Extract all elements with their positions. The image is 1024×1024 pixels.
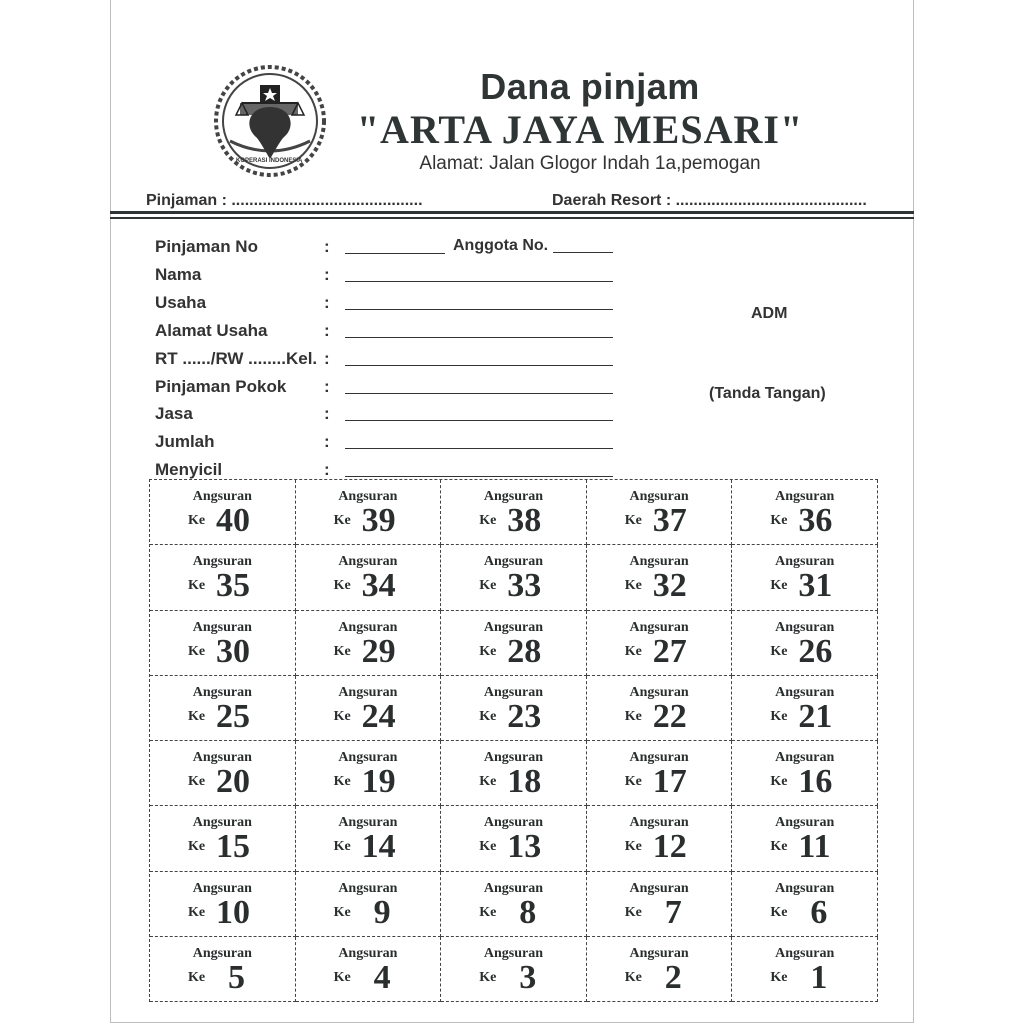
pinjaman-header-field[interactable]: [146, 192, 423, 210]
coupon-angsuran-label: Angsuran: [338, 946, 398, 962]
installment-coupon: [296, 872, 442, 937]
installment-coupon: [441, 676, 587, 741]
installment-coupon: [150, 545, 296, 610]
coupon-ke-label: Ke: [770, 513, 788, 528]
coupon-angsuran-label: Angsuran: [338, 684, 398, 700]
field-input-line[interactable]: [345, 420, 613, 421]
coupon-angsuran-label: Angsuran: [338, 815, 398, 831]
coupon-number: 40: [216, 502, 250, 539]
coupon-ke-label: Ke: [479, 643, 497, 659]
coupon-ke-label: Ke: [624, 839, 642, 855]
coupon-ke-label: Ke: [624, 970, 642, 986]
coupon-number: 19: [361, 763, 396, 801]
coupon-angsuran-label: Angsuran: [192, 880, 252, 896]
field-input-line[interactable]: [345, 393, 613, 394]
field-label: Usaha: [155, 293, 207, 312]
coupon-angsuran-label: Angsuran: [192, 815, 252, 831]
field-colon: :: [324, 293, 330, 312]
coupon-number: 23: [507, 697, 542, 735]
coupon-ke-label: Ke: [624, 774, 642, 790]
installment-coupon: [732, 480, 878, 545]
installment-coupon: [441, 937, 587, 1002]
coupon-number: 35: [216, 567, 250, 605]
field-label: Nama: [155, 265, 202, 284]
installment-coupon: [296, 611, 442, 676]
installment-coupon: [150, 872, 296, 937]
coupon-number: 1: [810, 959, 828, 997]
installment-coupon: [732, 872, 878, 937]
coupon-angsuran-label: Angsuran: [483, 750, 544, 766]
coupon-angsuran-label: Angsuran: [338, 554, 398, 570]
coupon-angsuran-label: Angsuran: [338, 619, 398, 635]
coupon-angsuran-label: Angsuran: [629, 554, 689, 570]
coupon-ke-label: Ke: [624, 708, 642, 724]
coupon-number: 15: [216, 828, 250, 866]
installment-coupon: [587, 741, 733, 806]
coupon-angsuran-label: Angsuran: [483, 880, 544, 896]
coupon-number: 33: [507, 567, 542, 605]
coupon-ke-label: Ke: [624, 643, 642, 659]
coupon-ke-label: Ke: [333, 970, 351, 986]
coupon-number: 12: [652, 828, 687, 866]
field-label: RT ....../RW ........Kel.: [155, 349, 318, 368]
coupon-ke-label: Ke: [624, 513, 642, 528]
coupon-number: 3: [519, 959, 537, 997]
coupon-ke-label: Ke: [188, 839, 206, 855]
coupon-ke-label: Ke: [333, 904, 351, 920]
coupon-ke-label: Ke: [479, 578, 497, 594]
field-colon: :: [324, 321, 330, 340]
coupon-angsuran-label: Angsuran: [775, 489, 835, 504]
coupon-ke-label: Ke: [333, 708, 351, 724]
installment-coupon: [732, 676, 878, 741]
coupon-number: 27: [652, 632, 687, 670]
coupon-number: 24: [361, 697, 396, 735]
installment-coupon: [441, 872, 587, 937]
coupon-ke-label: Ke: [770, 904, 788, 920]
field-colon: :: [324, 349, 330, 368]
installment-coupon: [732, 611, 878, 676]
coupon-angsuran-label: Angsuran: [775, 946, 835, 962]
coupon-ke-label: Ke: [188, 970, 206, 986]
coupon-angsuran-label: Angsuran: [338, 489, 398, 504]
coupon-angsuran-label: Angsuran: [483, 619, 544, 635]
field-colon: :: [324, 265, 330, 284]
address: Alamat: Jalan Glogor Indah 1a,pemogan: [419, 153, 761, 174]
installment-coupon: [587, 872, 733, 937]
coupon-angsuran-label: Angsuran: [629, 880, 689, 896]
field-label: Jasa: [155, 404, 193, 423]
coupon-angsuran-label: Angsuran: [775, 554, 835, 570]
coupon-angsuran-label: Angsuran: [483, 489, 544, 504]
field-colon: :: [324, 377, 330, 396]
coupon-ke-label: Ke: [188, 513, 206, 528]
field-input-line[interactable]: [345, 448, 613, 449]
installment-coupon: [441, 741, 587, 806]
coupon-number: 25: [216, 697, 250, 735]
installment-coupon: [296, 741, 442, 806]
coupon-number: 10: [216, 893, 250, 931]
coupon-ke-label: Ke: [479, 708, 497, 724]
coupon-number: 32: [652, 567, 687, 605]
coupon-number: 39: [361, 502, 396, 539]
title-line1: Dana pinjam: [480, 66, 700, 107]
coupon-ke-label: Ke: [333, 513, 351, 528]
field-colon: :: [324, 404, 330, 423]
installment-coupon: [150, 806, 296, 871]
coupon-ke-label: Ke: [770, 774, 788, 790]
field-label: Pinjaman No: [155, 237, 258, 256]
coupon-angsuran-label: Angsuran: [775, 750, 835, 766]
title-line2: "ARTA JAYA MESARI": [356, 107, 804, 152]
coupon-ke-label: Ke: [333, 643, 351, 659]
coupon-number: 34: [361, 567, 396, 605]
field-input-line[interactable]: [345, 365, 613, 366]
installment-coupon: [587, 545, 733, 610]
header-divider-thick: [110, 211, 914, 214]
field-colon: :: [324, 432, 330, 451]
coupon-angsuran-label: Angsuran: [192, 554, 252, 570]
field-colon: :: [324, 460, 330, 479]
installment-coupon: [296, 806, 442, 871]
coupon-angsuran-label: Angsuran: [192, 750, 252, 766]
coupon-ke-label: Ke: [479, 774, 497, 790]
field-label: Menyicil: [155, 460, 223, 479]
coupon-ke-label: Ke: [479, 904, 497, 920]
coupon-angsuran-label: Angsuran: [775, 815, 835, 831]
coupon-angsuran-label: Angsuran: [483, 554, 544, 570]
coupon-angsuran-label: Angsuran: [775, 880, 835, 896]
daerah-resort-label: Daerah Resort :: [552, 192, 672, 209]
coupon-ke-label: Ke: [770, 578, 788, 594]
coupon-angsuran-label: Angsuran: [483, 815, 544, 831]
installment-coupon: [296, 676, 442, 741]
installment-coupon: [150, 676, 296, 741]
coupon-number: 29: [361, 632, 396, 670]
signature-label: (Tanda Tangan): [709, 385, 826, 402]
installment-coupon: [150, 480, 296, 545]
coupon-ke-label: Ke: [188, 904, 206, 920]
coupon-ke-label: Ke: [333, 578, 351, 594]
coupon-angsuran-label: Angsuran: [629, 684, 689, 700]
installment-coupon: [150, 937, 296, 1002]
coupon-angsuran-label: Angsuran: [775, 684, 835, 700]
installment-coupon: [441, 806, 587, 871]
coupon-number: 17: [652, 763, 687, 801]
installment-coupon: [441, 545, 587, 610]
coupon-angsuran-label: Angsuran: [192, 946, 252, 962]
header-divider-thin: [110, 217, 914, 219]
coupon-angsuran-label: Angsuran: [483, 946, 544, 962]
coupon-number: 18: [507, 763, 542, 801]
coupon-number: 38: [507, 502, 542, 539]
coupon-number: 14: [361, 828, 396, 866]
coupon-number: 20: [216, 763, 250, 801]
coupon-ke-label: Ke: [188, 643, 206, 659]
coupon-angsuran-label: Angsuran: [629, 946, 689, 962]
adm-label: ADM: [751, 305, 788, 322]
field-input-line[interactable]: [345, 309, 613, 310]
coupon-angsuran-label: Angsuran: [192, 684, 252, 700]
installment-coupon: [732, 937, 878, 1002]
coupon-angsuran-label: Angsuran: [483, 684, 544, 700]
coupon-number: 8: [519, 893, 537, 931]
coupon-ke-label: Ke: [770, 839, 788, 855]
daerah-resort-field[interactable]: [552, 192, 867, 210]
logo-caption: KOPERASI INDONESIA: [236, 158, 303, 164]
field-input-line[interactable]: [345, 253, 445, 254]
coupon-number: 6: [810, 893, 828, 931]
pinjaman-header-dots: ...........................................: [231, 192, 423, 209]
coupon-number: 5: [228, 959, 245, 997]
coupon-angsuran-label: Angsuran: [338, 880, 398, 896]
coupon-number: 26: [798, 632, 833, 670]
field-input-line[interactable]: [345, 281, 613, 282]
coupon-number: 2: [664, 959, 682, 997]
installment-coupon: [441, 611, 587, 676]
coupon-number: 30: [216, 632, 250, 670]
coupon-ke-label: Ke: [624, 578, 642, 594]
coupon-number: 36: [798, 502, 833, 539]
coupon-ke-label: Ke: [188, 774, 206, 790]
coupon-number: 11: [798, 828, 831, 866]
installment-coupon: [296, 480, 442, 545]
daerah-resort-dots: ...........................................: [675, 192, 867, 209]
installment-coupon: [441, 480, 587, 545]
coupon-angsuran-label: Angsuran: [338, 750, 398, 766]
coupon-number: 16: [798, 763, 833, 801]
coupon-number: 31: [798, 567, 833, 605]
field-input-line[interactable]: [345, 476, 613, 477]
installment-coupon: [150, 611, 296, 676]
installment-coupon: [296, 545, 442, 610]
coupon-ke-label: Ke: [624, 904, 642, 920]
coupon-ke-label: Ke: [770, 708, 788, 724]
installment-coupon-grid: [149, 479, 878, 1002]
installment-coupon: [732, 545, 878, 610]
field-colon: :: [324, 237, 330, 256]
installment-coupon: [587, 806, 733, 871]
anggota-label: Anggota No.: [453, 237, 549, 254]
field-label: Alamat Usaha: [155, 321, 268, 340]
installment-coupon: [150, 741, 296, 806]
pinjaman-header-label: Pinjaman :: [146, 192, 227, 209]
coupon-number: 37: [652, 502, 687, 539]
coupon-number: 7: [664, 893, 682, 931]
field-label: Pinjaman Pokok: [155, 377, 287, 396]
installment-coupon: [587, 480, 733, 545]
coupon-angsuran-label: Angsuran: [192, 619, 252, 635]
installment-coupon: [296, 937, 442, 1002]
coupon-ke-label: Ke: [333, 774, 351, 790]
installment-coupon: [587, 676, 733, 741]
coupon-angsuran-label: Angsuran: [775, 619, 835, 635]
coupon-angsuran-label: Angsuran: [629, 619, 689, 635]
coupon-number: 22: [652, 697, 687, 735]
coupon-number: 13: [507, 828, 542, 866]
coupon-number: 4: [373, 959, 391, 997]
coupon-number: 9: [373, 893, 391, 931]
coupon-ke-label: Ke: [188, 708, 206, 724]
coupon-ke-label: Ke: [479, 513, 497, 528]
coupon-angsuran-label: Angsuran: [629, 489, 689, 504]
coupon-number: 21: [798, 697, 833, 735]
coupon-ke-label: Ke: [333, 839, 351, 855]
installment-coupon: [587, 937, 733, 1002]
installment-coupon: [587, 611, 733, 676]
coupon-ke-label: Ke: [188, 578, 206, 594]
coupon-angsuran-label: Angsuran: [192, 489, 252, 504]
coupon-ke-label: Ke: [479, 970, 497, 986]
installment-coupon: [732, 741, 878, 806]
coupon-ke-label: Ke: [770, 643, 788, 659]
coupon-angsuran-label: Angsuran: [629, 750, 689, 766]
field-label: Jumlah: [155, 432, 215, 451]
coupon-ke-label: Ke: [770, 970, 788, 986]
coupon-angsuran-label: Angsuran: [629, 815, 689, 831]
anggota-input-line[interactable]: [553, 252, 613, 253]
coupon-ke-label: Ke: [479, 839, 497, 855]
installment-coupon: [732, 806, 878, 871]
coupon-number: 28: [507, 632, 542, 670]
field-input-line[interactable]: [345, 337, 613, 338]
